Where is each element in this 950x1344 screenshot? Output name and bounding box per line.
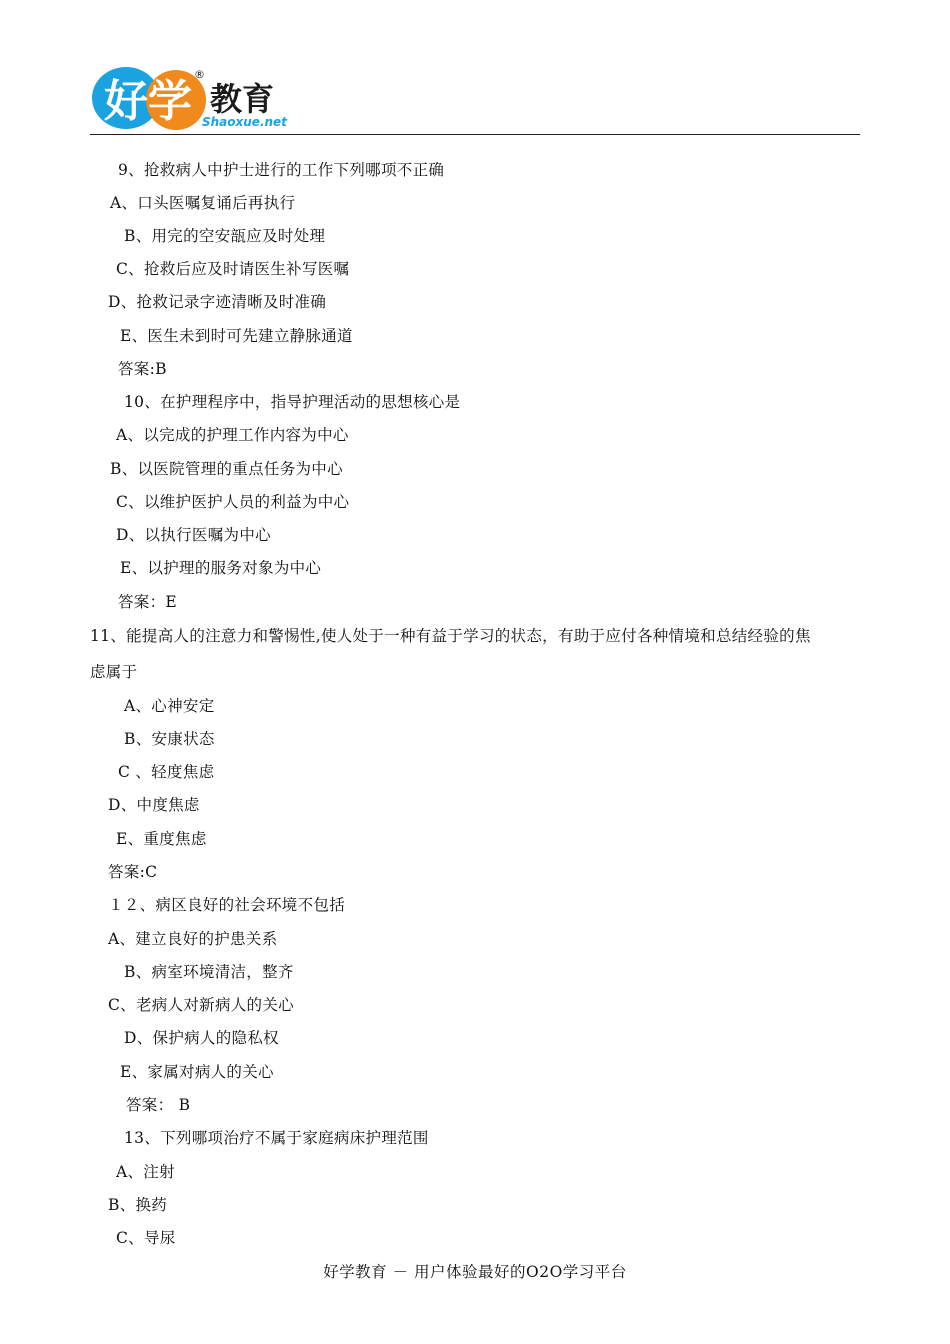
answer-key: 答案:B (118, 360, 167, 378)
answer-option: B、以医院管理的重点任务为中心 (110, 460, 343, 478)
answer-option: B、用完的空安瓿应及时处理 (124, 227, 326, 245)
logo-side-text: 教育 (210, 80, 275, 118)
answer-option: B、换药 (108, 1196, 168, 1214)
answer-option: A、心神安定 (124, 697, 215, 715)
answer-option: D、以执行医嘱为中心 (116, 526, 271, 544)
answer-key: 答案：E (118, 593, 178, 611)
logo-registered-mark: ® (194, 68, 205, 81)
question-text: 10、在护理程序中，指导护理活动的思想核心是 (124, 393, 461, 411)
answer-option: A、口头医嘱复诵后再执行 (110, 194, 296, 212)
answer-option: D、保护病人的隐私权 (124, 1029, 279, 1047)
answer-key: 答案:C (108, 863, 158, 881)
question-text: 11、能提高人的注意力和警惕性,使人处于一种有益于学习的状态，有助于应付各种情境和总结经验的焦 (90, 627, 811, 645)
answer-option: E、重度焦虑 (116, 830, 207, 848)
question-text: １２、病区良好的社会环境不包括 (108, 896, 346, 914)
answer-option: E、以护理的服务对象为中心 (120, 559, 322, 577)
answer-option: C、以维护医护人员的利益为中心 (116, 493, 350, 511)
answer-option: C 、轻度焦虑 (118, 763, 215, 781)
answer-option: E、医生未到时可先建立静脉通道 (120, 327, 353, 345)
answer-option: C、抢救后应及时请医生补写医嘱 (116, 260, 350, 278)
question-text: 虑属于 (90, 663, 138, 681)
answer-option: C、老病人对新病人的关心 (108, 996, 294, 1014)
answer-option: E、家属对病人的关心 (120, 1063, 274, 1081)
question-text: 9、抢救病人中护士进行的工作下列哪项不正确 (118, 161, 445, 179)
question-text: 13、下列哪项治疗不属于家庭病床护理范围 (124, 1129, 429, 1147)
page-footer (0, 1262, 950, 1282)
logo-subtext: Shaoxue.net (202, 115, 287, 129)
answer-option: D、中度焦虑 (108, 796, 200, 814)
footer-text: 好学教育 － 用户体验最好的O2O学习平台 (323, 1263, 627, 1281)
answer-option: D、抢救记录字迹清晰及时准确 (108, 293, 327, 311)
answer-option: A、注射 (116, 1163, 175, 1181)
answer-option: A、以完成的护理工作内容为中心 (116, 426, 349, 444)
answer-option: B、病室环境清洁，整齐 (124, 963, 294, 981)
answer-key: 答案： B (126, 1096, 191, 1114)
answer-option: C、导尿 (116, 1229, 176, 1247)
answer-option: A、建立良好的护患关系 (108, 930, 278, 948)
answer-option: B、安康状态 (124, 730, 215, 748)
logo-main-text: 好学 (104, 76, 192, 127)
